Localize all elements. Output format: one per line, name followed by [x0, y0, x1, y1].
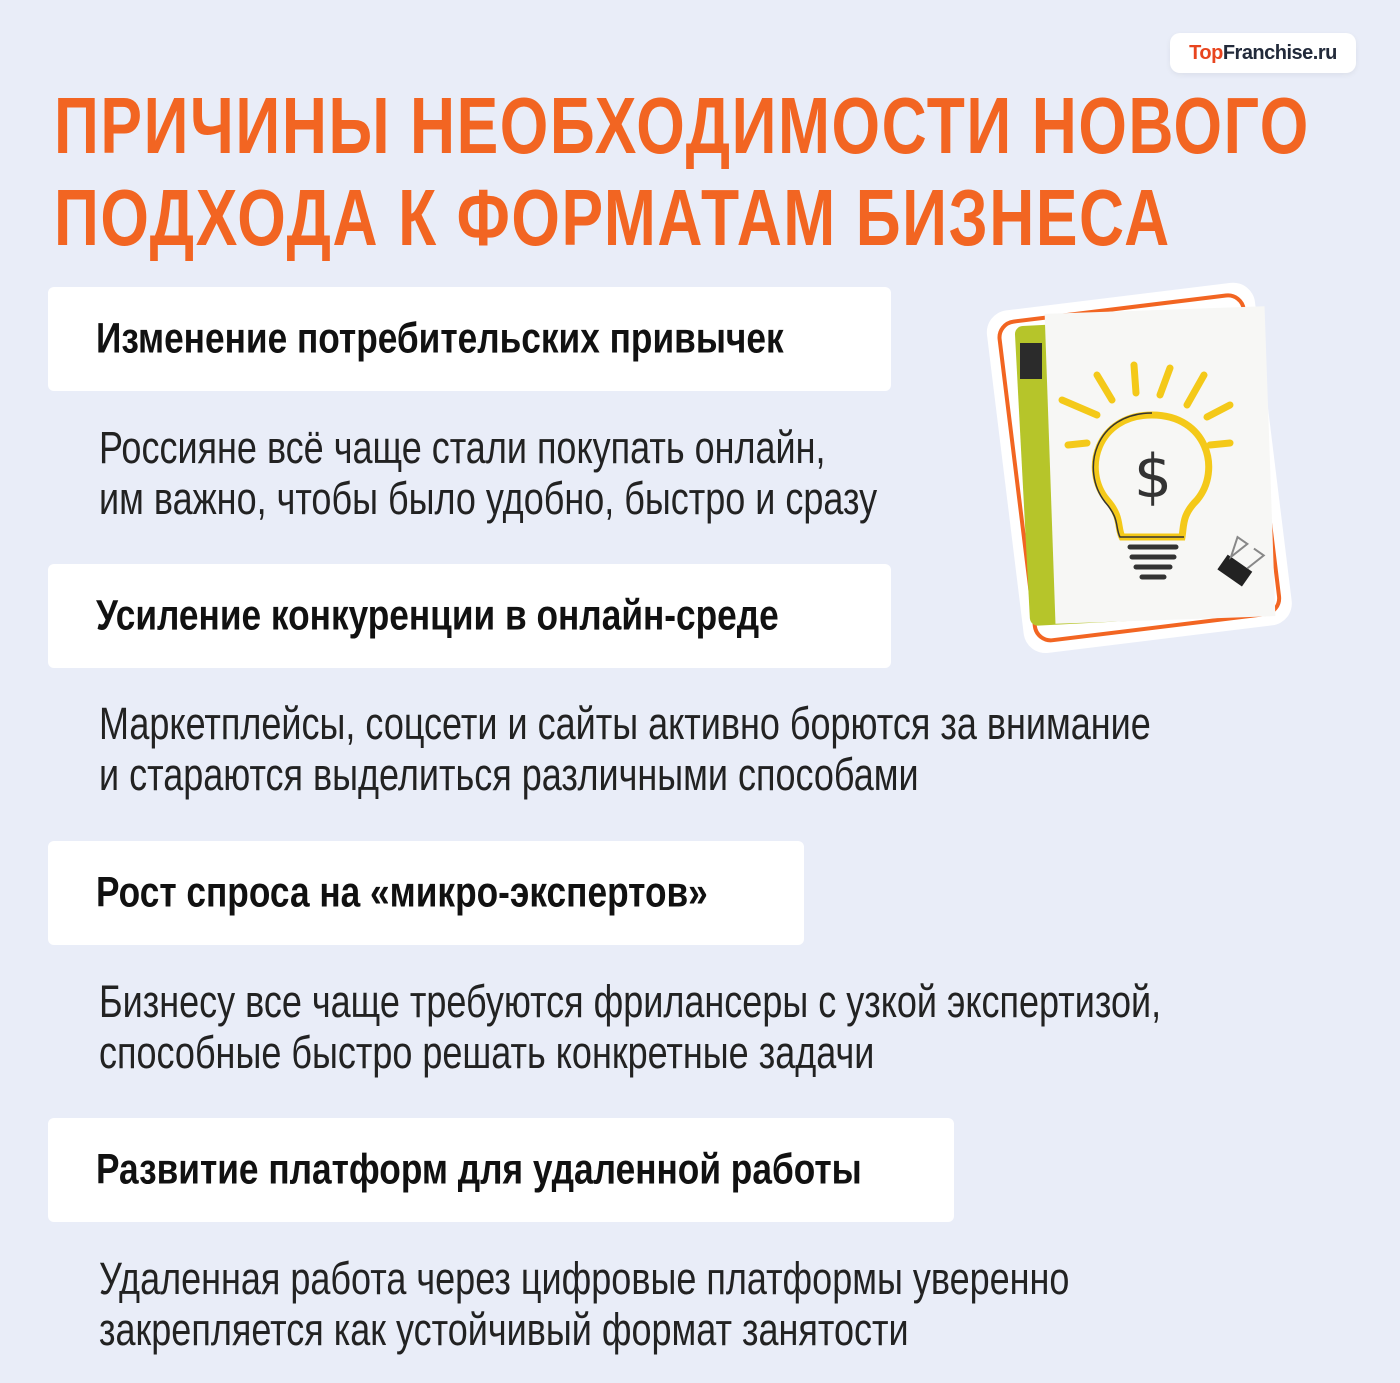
- section-body: [99, 422, 877, 524]
- section-heading-box: [48, 287, 891, 391]
- body-line: Удаленная работа через цифровые платформы уверенно: [99, 1253, 1070, 1304]
- section-heading-box: [48, 841, 804, 945]
- body-line: закрепляется как устойчивый формат занятости: [99, 1304, 909, 1355]
- dollar-sign: $: [1133, 442, 1173, 512]
- sharpener-icon: [1020, 343, 1042, 379]
- body-line: Бизнесу все чаще требуются фрилансеры с узкой экспертизой,: [99, 976, 1162, 1027]
- body-line: Россияне всё чаще стали покупать онлайн,: [99, 422, 826, 473]
- section-heading: Усиление конкуренции в онлайн-среде: [96, 591, 779, 640]
- topfranchise-logo[interactable]: Top Franchise.ru: [1170, 33, 1356, 73]
- section-heading-box: [48, 1118, 954, 1222]
- lightbulb-illustration: [982, 265, 1302, 660]
- section-heading: Рост спроса на «микро-экспертов»: [96, 868, 708, 917]
- body-line: Маркетплейсы, соцсети и сайты активно борются за внимание: [99, 698, 1151, 749]
- body-line: им важно, чтобы было удобно, быстро и сразу: [99, 473, 878, 524]
- page-title-line-1: ПРИЧИНЫ НЕОБХОДИМОСТИ НОВОГО: [54, 81, 1310, 170]
- section-heading-box: [48, 564, 891, 668]
- section-body: [99, 1253, 1069, 1355]
- section-body: [99, 976, 1161, 1078]
- section-heading: Изменение потребительских привычек: [96, 314, 784, 363]
- body-line: и стараются выделиться различными способами: [99, 749, 919, 800]
- section-body: [99, 698, 1151, 800]
- body-line: способные быстро решать конкретные задачи: [99, 1027, 875, 1078]
- section-heading: Развитие платформ для удаленной работы: [96, 1145, 862, 1194]
- page-title-line-2: ПОДХОДА К ФОРМАТАМ БИЗНЕСА: [54, 173, 1171, 262]
